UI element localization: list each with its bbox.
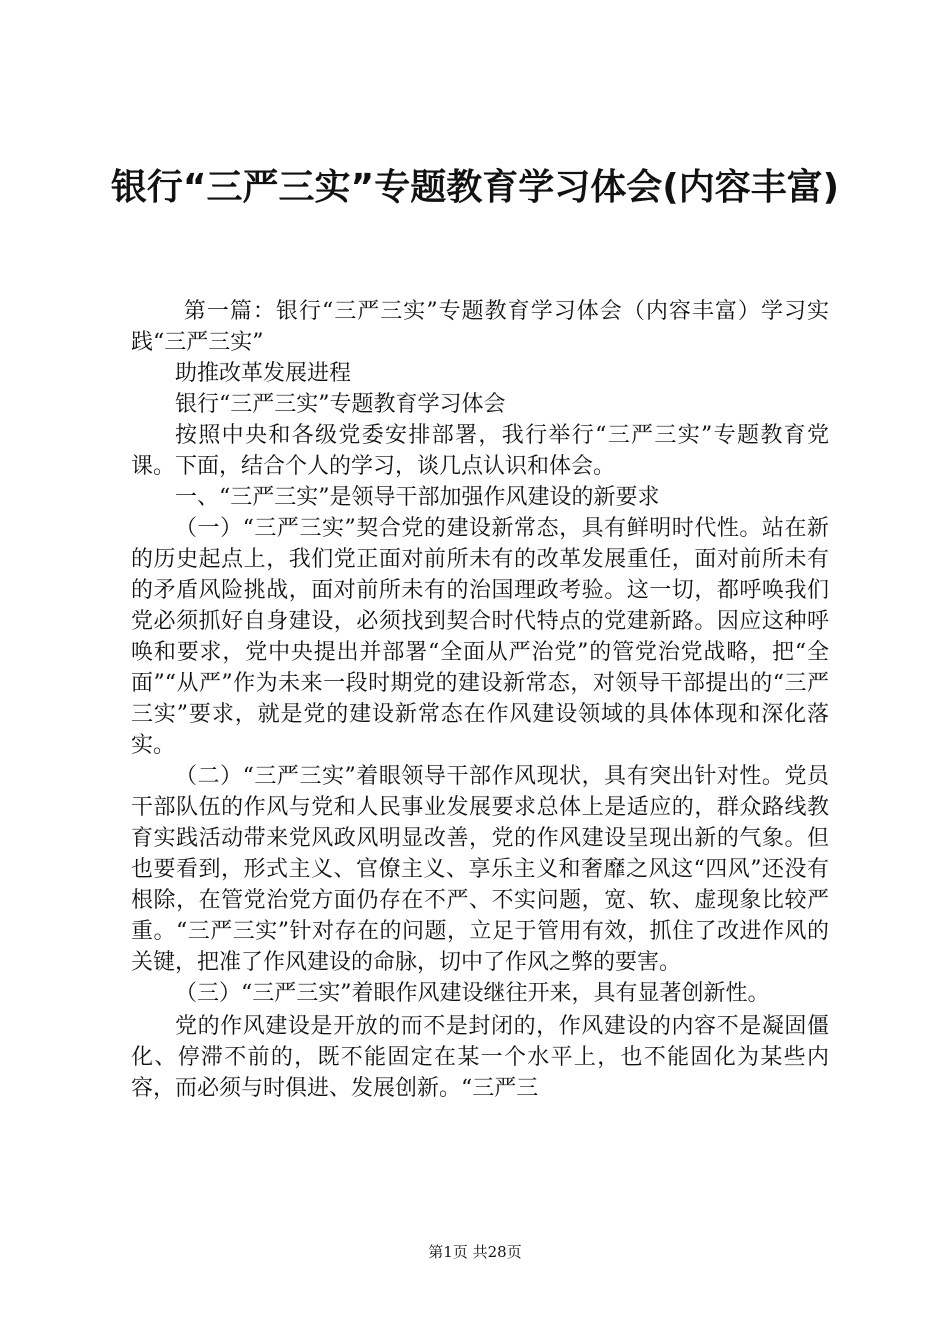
- paragraph: 第一篇：银行“三严三实”专题教育学习体会（内容丰富）学习实践“三严三实”: [131, 299, 829, 355]
- page-footer: [0, 1242, 950, 1262]
- paragraph: （三）“三严三实”着眼作风建设继往开来，具有显著创新性。: [175, 981, 770, 1006]
- page-number: 第1页 共28页: [428, 1243, 522, 1261]
- document-title: 银行“三严三实”专题教育学习体会(内容丰富): [110, 167, 840, 208]
- section-heading: 一、“三严三实”是领导干部加强作风建设的新要求: [175, 485, 660, 510]
- paragraph: 助推改革发展进程: [175, 361, 352, 386]
- paragraph: （二）“三严三实”着眼领导干部作风现状，具有突出针对性。党员干部队伍的作风与党和人民事业发展要求总体上是适应的，群众路线教育实践活动带来党风政风明显改善，党的作风建设呈现出新的气象。但也要看到，形式主义、官僚主义、享乐主义和奢靡之风这“四风”还没有根除，在管党治党方面仍存在不严、不实问题，宽、软、虚现象比较严重。“三严三实”针对存在的问题，立足于管用有效，抓住了改进作风的关键，把准了作风建设的命脉，切中了作风之弊的要害。: [131, 764, 829, 975]
- paragraph: 党的作风建设是开放的而不是封闭的，作风建设的内容不是凝固僵化、停滞不前的，既不能固定在某一个水平上，也不能固化为某些内容，而必须与时俱进、发展创新。“三严三: [131, 1014, 829, 1101]
- paragraph: 按照中央和各级党委安排部署，我行举行“三严三实”专题教育党课。下面，结合个人的学习，谈几点认识和体会。: [131, 423, 829, 479]
- document-body: [131, 296, 829, 1104]
- paragraph: （一）“三严三实”契合党的建设新常态，具有鲜明时代性。站在新的历史起点上，我们党正面对前所未有的改革发展重任，面对前所未有的矛盾风险挑战，面对前所未有的治国理政考验。这一切，都呼唤我们党必须抓好自身建设，必须找到契合时代特点的党建新路。因应这种呼唤和要求，党中央提出并部署“全面从严治党”的管党治党战略，把“全面”“从严”作为未来一段时期党的建设新常态，对领导干部提出的“三严三实”要求，就是党的建设新常态在作风建设领域的具体体现和深化落实。: [131, 516, 829, 758]
- paragraph: 银行“三严三实”专题教育学习体会: [175, 392, 506, 417]
